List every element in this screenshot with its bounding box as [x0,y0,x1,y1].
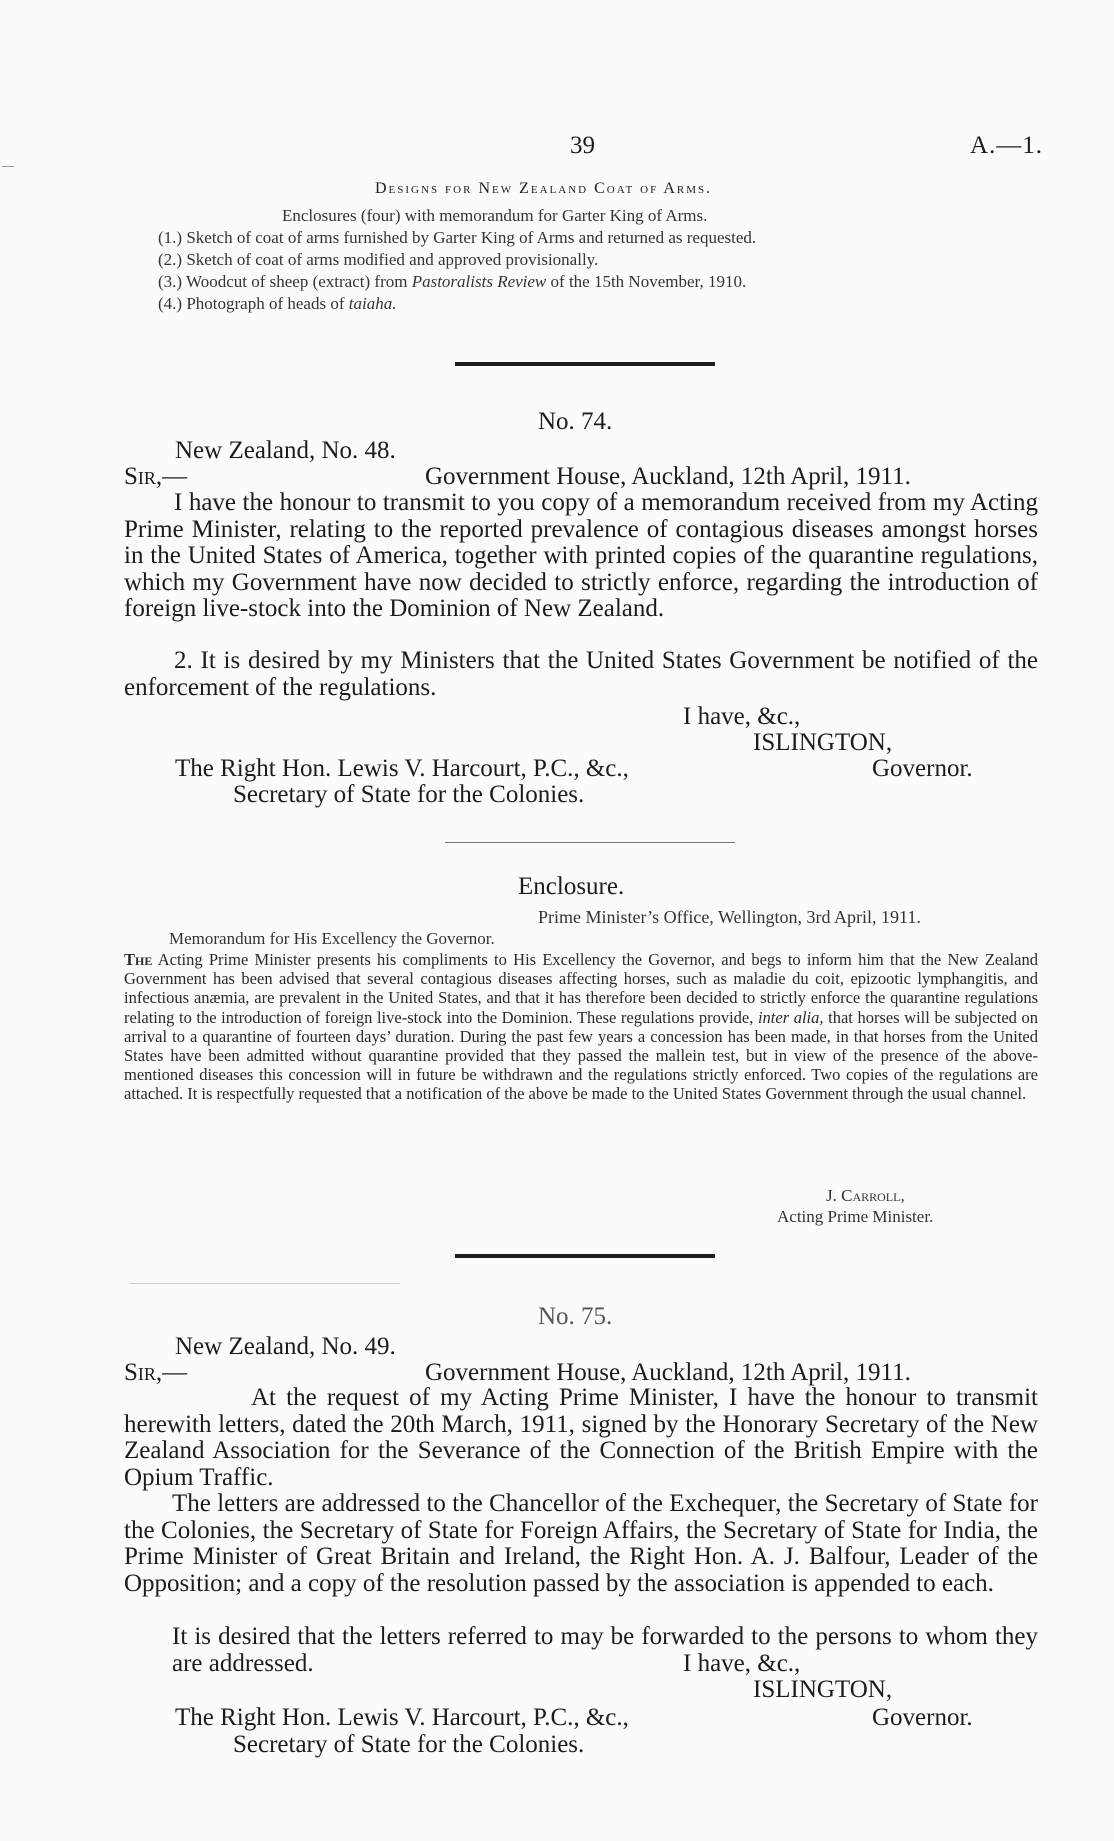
letter-75-paragraph-2: The letters are addressed to the Chancellor of the Exchequer, the Secretary of State for the Colonies, the Secretary of State for Foreign Affairs, the Secretary of State for India, the Prime Minister of Great Britain and Ireland, the Right Hon. A. J. Balfour, Leader of the Opposition; and a copy of the resolution passed by the association is appended to each. [124,1490,1038,1597]
letter-75-signature: ISLINGTON, [753,1676,893,1703]
letter-75-paragraph-3: It is desired that the letters referred to may be forwarded to the persons to whom they are addressed. [172,1623,1038,1677]
enclosure-place-date: Prime Minister’s Office, Wellington, 3rd April, 1911. [538,907,921,927]
enclosure-signer-title: Acting Prime Minister. [777,1207,934,1226]
enclosure-text-a: Acting Prime Minister presents his compliments to His Excellency the Governor, and begs to inform him that the New Zealand Government has been advised that several contagious diseases affecting horses, such as maladie du coit, epizootic lymphangitis, and infectious anæmia, are prevalent in the United States, and that it has therefore been decided to strictly enforce the quarantine regulations relating to the introduction of foreign live-stock into the Dominion. These regulations provide, [124,950,1038,1027]
enclosure-inter-alia: inter alia, [757,1007,824,1027]
page-number: 39 [570,132,595,159]
letter-75-addressee-title: Secretary of State for the Colonies. [233,1731,585,1758]
designs-item-4-text: (4.) Photograph of heads of [158,294,345,313]
letter-74-place-date: Government House, Auckland, 12th April, 1911. [425,463,911,490]
section-divider [455,1254,715,1258]
letter-74-closing: I have, &c., [683,703,801,730]
designs-item-3-tail: of the 15th November, 1910. [550,272,747,291]
letter-74-signature: ISLINGTON, [753,729,893,756]
margin-mark [2,166,14,167]
letter-74-addressee: The Right Hon. Lewis V. Harcourt, P.C., &c., [175,755,629,782]
sheet-reference: A.—1. [970,132,1044,159]
letter-number-74: No. 74. [538,408,613,435]
enclosure-memo-title: Memorandum for His Excellency the Governor. [169,929,495,948]
designs-item-4-italic: taiaha. [348,294,397,313]
designs-item-2: (2.) Sketch of coat of arms modified and approved provisionally. [158,250,599,269]
letter-75-place-date: Government House, Auckland, 12th April, 1911. [425,1359,911,1386]
designs-title: Designs for New Zealand Coat of Arms. [375,180,713,197]
letter-75-ref: New Zealand, No. 49. [175,1333,396,1360]
designs-item-3-text: (3.) Woodcut of sheep (extract) from [158,272,408,291]
enclosure-lead: The [124,950,153,969]
designs-item-3-source: Pastoralists Review [411,272,547,291]
enclosure-text-b: that horses will be subjected on arrival to a quarantine of fourteen days’ duration. During the past few years a concession has been made, in that horses from the United States have been admitted without quarantine provided that they passed the mallein test, but in view of the presence of the above-mentioned diseases this concession will in future be withdrawn and the regulations strictly enforced. Two copies of the regulations are attached. It is respectfully requested that a notification of the above be made to the United States Government through the usual channel. [124,1007,1039,1104]
letter-75-closing: I have, &c., [683,1650,801,1677]
letter-75-addressee: The Right Hon. Lewis V. Harcourt, P.C., &c., [175,1704,629,1731]
letter-75-paragraph-1: At the request of my Acting Prime Minister, I have the honour to transmit herewith letters, dated the 20th March, 1911, signed by the Honorary Secretary of the New Zealand Association for the Severance of the Connection of the British Empire with the Opium Traffic. [124,1384,1038,1491]
designs-item-4 [158,294,396,314]
letter-74-ref: New Zealand, No. 48. [175,437,396,464]
letter-74-paragraph-1: I have the honour to transmit to you copy of a memorandum received from my Acting Prime Minister, relating to the reported prevalence of contagious diseases amongst horses in the United States of America, together with printed copies of the quarantine regulations, which my Government have now decided to strictly enforce, regarding the introduction of foreign live-stock into the Dominion of New Zealand. [124,489,1038,622]
enclosure-heading: Enclosure. [518,873,625,900]
letter-75-signer-title: Governor. [872,1704,973,1731]
section-divider [455,362,715,366]
enclosure-signer: J. Carroll, [826,1186,905,1205]
letter-74-signer-title: Governor. [872,755,973,782]
enclosure-divider [445,842,735,843]
letter-74-paragraph-2: 2. It is desired by my Ministers that the United States Government be notified of the enforcement of the regulations. [124,647,1038,701]
margin-mark [130,1283,400,1284]
letter-74-addressee-title: Secretary of State for the Colonies. [233,781,585,808]
enclosure-body [124,950,1038,1104]
letter-number-75: No. 75. [538,1303,613,1330]
designs-item-1: (1.) Sketch of coat of arms furnished by Garter King of Arms and returned as requested. [158,228,757,247]
designs-subtitle: Enclosures (four) with memorandum for Garter King of Arms. [282,206,708,225]
letter-74-salutation: Sir,— [124,463,188,490]
designs-item-3 [158,272,746,292]
letter-75-salutation: Sir,— [124,1359,188,1386]
